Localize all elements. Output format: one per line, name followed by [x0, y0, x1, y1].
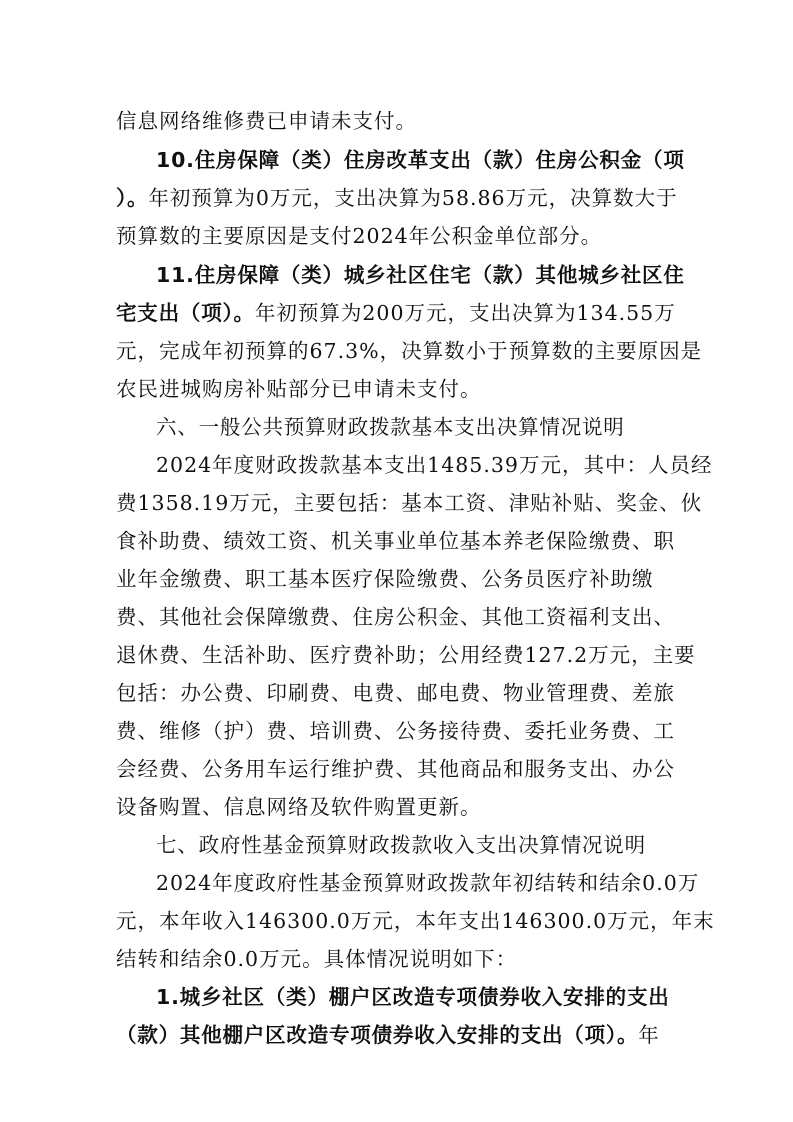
item-1-title-end: （款）其他棚户区改造专项债券收入安排的支出（项）。	[116, 1023, 639, 1047]
body-text-line: 2024年度政府性基金预算财政拨款年初结转和结余0.0万	[156, 871, 700, 895]
item-1-title: 1.城乡社区（类）棚户区改造专项债券收入安排的支出	[156, 985, 670, 1009]
body-text-line: 费、其他社会保障缴费、住房公积金、其他工资福利支出、	[116, 605, 675, 629]
body-text-line: 设备购置、信息网络及软件购置更新。	[116, 795, 482, 819]
body-text-line: 信息网络维修费已申请未支付。	[116, 109, 417, 133]
body-text-line: 预算数的主要原因是支付2024年公积金单位部分。	[116, 224, 603, 248]
body-text-line: 结转和结余0.0万元。具体情况说明如下：	[116, 947, 518, 971]
body-text-line: 业年金缴费、职工基本医疗保险缴费、公务员医疗补助缴	[116, 567, 654, 591]
item-10-text: 年初预算为0万元，支出决算为58.86万元，决算数大于	[148, 186, 678, 210]
item-10-title-line	[156, 143, 685, 177]
body-text-line: 食补助费、绩效工资、机关事业单位基本养老保险缴费、职	[116, 529, 675, 553]
item-11-title-end: 宅支出（项）。	[116, 301, 255, 325]
item-1-text: 年	[638, 1023, 660, 1047]
item-1-title-line	[156, 980, 682, 1014]
body-text-line: 农民进城购房补贴部分已申请未支付。	[116, 377, 482, 401]
item-11-line	[116, 296, 682, 330]
body-text-line: 会经费、公务用车运行维护费、其他商品和服务支出、办公	[116, 757, 675, 781]
item-11-text: 年初预算为200万元，支出决算为134.55万	[254, 301, 676, 325]
section-7-heading: 七、政府性基金预算财政拨款收入支出决算情况说明	[156, 833, 646, 857]
body-text-line: 2024年度财政拨款基本支出1485.39万元，其中：人员经	[156, 453, 713, 477]
body-text-line: 包括：办公费、印刷费、电费、邮电费、物业管理费、差旅	[116, 681, 675, 705]
item-10-line	[116, 181, 682, 215]
item-10-title: 10.住房保障（类）住房改革支出（款）住房公积金（项	[156, 148, 685, 172]
item-1-line	[116, 1018, 682, 1052]
section-6-heading: 六、一般公共预算财政拨款基本支出决算情况说明	[156, 415, 625, 439]
body-text-line: 费1358.19万元，主要包括：基本工资、津贴补贴、奖金、伙	[116, 491, 703, 515]
body-text-line: 元，完成年初预算的67.3%，决算数小于预算数的主要原因是	[116, 339, 703, 363]
body-text-line: 退休费、生活补助、医疗费补助；公用经费127.2万元，主要	[116, 643, 696, 667]
item-11-title: 11.住房保障（类）城乡社区住宅（款）其他城乡社区住	[156, 263, 685, 287]
item-10-title-end: ）。	[116, 186, 149, 210]
body-text-line: 元，本年收入146300.0万元，本年支出146300.0万元，年末	[116, 909, 715, 933]
item-11-title-line	[156, 258, 685, 292]
body-text-line: 费、维修（护）费、培训费、公务接待费、委托业务费、工	[116, 719, 675, 743]
